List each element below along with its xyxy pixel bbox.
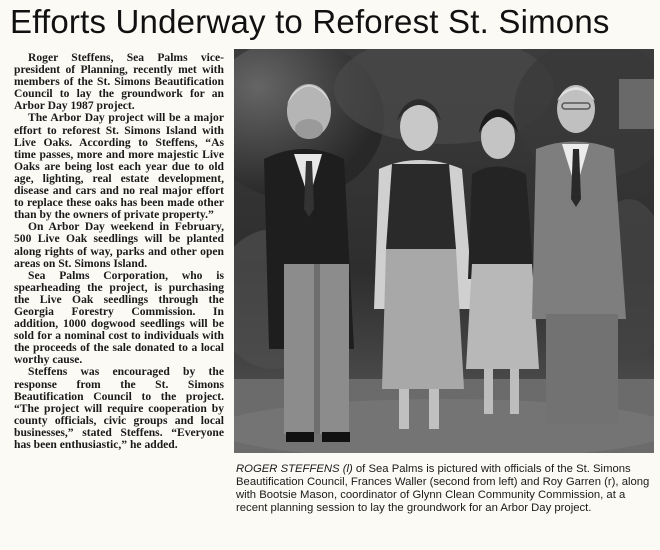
article-paragraph: Roger Steffens, Sea Palms vice-president of Planning, recently met with members of the St. Simons Beautification Council to lay the groundwork for an Arbor Day 1987 project.	[14, 51, 224, 113]
article-body	[14, 52, 224, 451]
headline: Efforts Underway to Reforest St. Simons	[10, 3, 610, 40]
photo-caption	[236, 463, 654, 515]
group-photo	[234, 49, 654, 453]
article-paragraph: On Arbor Day weekend in February, 500 Live Oak seedlings will be planted along rights of way, parks and other open areas on St. Simons Island.	[14, 220, 224, 270]
group-photo-image	[234, 49, 654, 453]
article-paragraph: Sea Palms Corporation, who is spearheading the project, is purchasing the Live Oak seedlings through the Georgia Forestry Commission. In addition, 1000 dogwood seedlings will be sold for a nominal cost to individuals with the proceeds of the sale donated to a local worthy cause.	[14, 268, 224, 367]
article-paragraph: The Arbor Day project will be a major effort to reforest St. Simons Island with Live Oaks. According to Steffens, “As time passes, more and more majestic Live Oaks are being lost each year due to old age, lighting, real estate development, disease and cars and no real major effort to replace these oaks has been made other than by the owners of private property.”	[14, 111, 224, 222]
caption-text: of Sea Palms is pictured with officials of the St. Simons Beautification Council, Frances Waller (second from left) and Roy Garren (r), along with Bootsie Mason, coordinator of Glynn Clean Community Commission, at a recent planning session to lay the groundwork for an Arbor Day project.	[236, 463, 650, 514]
article-paragraph: Steffens was encouraged by the response from the St. Simons Beautification Council to the project. “The project will require cooperation by county officials, civic groups and local businesses,” stated Steffens. “Everyone has been enthusiastic,” he added.	[14, 365, 224, 451]
caption-lead: ROGER STEFFENS (l)	[236, 463, 353, 475]
